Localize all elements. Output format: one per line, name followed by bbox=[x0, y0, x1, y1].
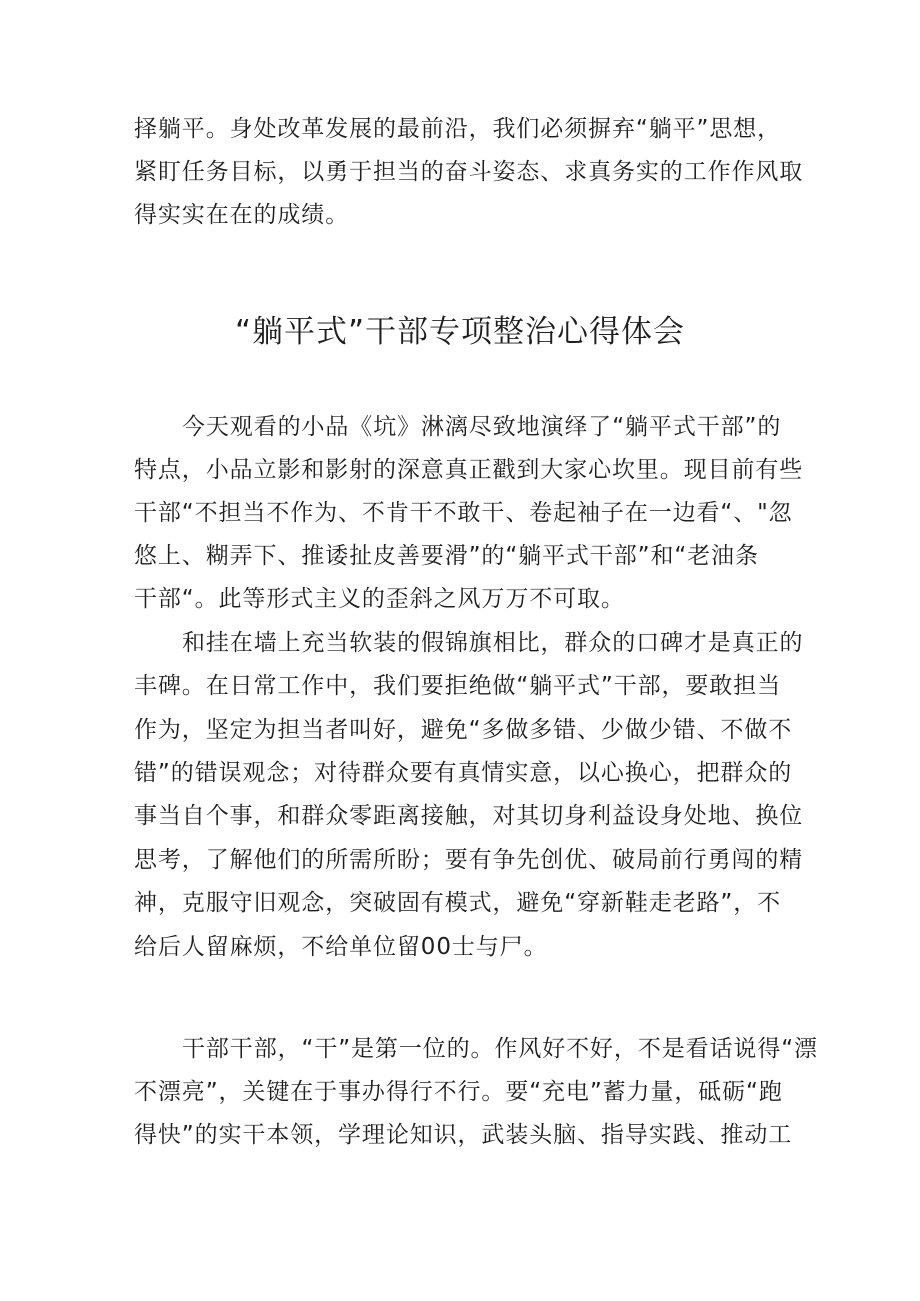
text-line: 不漂亮”，关键在于事办得行不行。要“充电”蓄力量，砥砺“跑 bbox=[134, 1079, 783, 1105]
text-line: 思考，了解他们的所需所盼；要有争先创优、破局前行勇闯的精 bbox=[134, 847, 804, 873]
text-line: 择躺平。身处改革发展的最前沿，我们必须摒弃“躺平”思想， bbox=[134, 116, 782, 142]
text-line: 作为，坚定为担当者叫好，避免“多做多错、少做少错、不做不 bbox=[134, 717, 793, 743]
text-line: 特点，小品立影和影射的深意真正戳到大家心坎里。现目前有些 bbox=[134, 457, 804, 483]
text-line: 干部“。此等形式主义的歪斜之风万万不可取。 bbox=[134, 586, 625, 612]
text-line: 和挂在墙上充当软装的假锦旗相比，群众的口碑才是真正的 bbox=[182, 630, 804, 656]
text-line: 丰碑。在日常工作中，我们要拒绝做“躺平式”干部，要敢担当 bbox=[134, 673, 782, 699]
text-line: 干部干部，“干”是第一位的。作风好不好，不是看话说得“漂 bbox=[182, 1036, 818, 1062]
text-line: 今天观看的小品《坑》淋漓尽致地演绎了“躺平式干部”的 bbox=[182, 414, 782, 440]
text-line: 神，克服守旧观念，突破固有模式，避免“穿新鞋走老路”，不 bbox=[134, 890, 782, 916]
text-line: 干部“不担当不作为、不肯干不敢干、卷起袖子在一边看“、"忽 bbox=[134, 500, 793, 526]
text-line: 悠上、糊弄下、推诿扯皮善要滑”的“躺平式干部”和“老油条 bbox=[134, 543, 759, 569]
text-line: 给后人留麻烦，不给单位留00士与尸。 bbox=[134, 934, 548, 960]
text-line: 事当自个事，和群众零距离接触，对其切身利益设身处地、换位 bbox=[134, 803, 804, 829]
text-line: 紧盯任务目标，以勇于担当的奋斗姿态、求真务实的工作作风取 bbox=[134, 159, 804, 185]
text-line: 得实实在在的成绩。 bbox=[134, 202, 350, 228]
text-line: 错”的错误观念；对待群众要有真情实意，以心换心，把群众的 bbox=[134, 760, 793, 786]
document-title: “躺平式”干部专项整治心得体会 bbox=[234, 314, 686, 350]
text-line: 得快”的实干本领，学理论知识，武装头脑、指导实践、推动工 bbox=[134, 1122, 793, 1148]
